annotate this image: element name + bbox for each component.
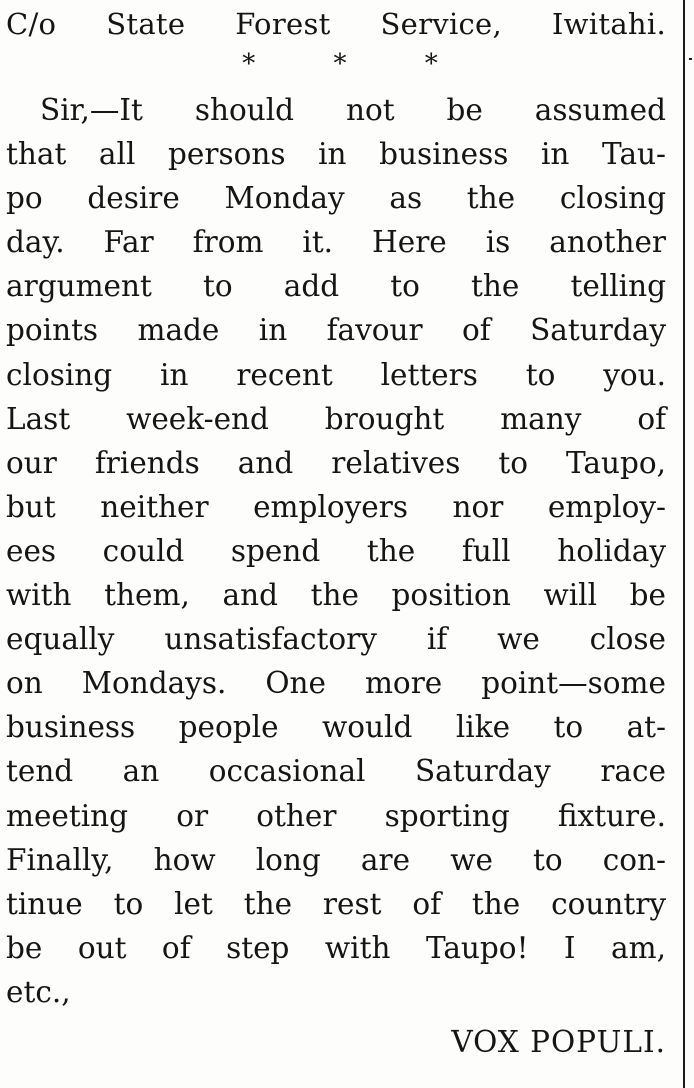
text-line: our friends and relatives to Taupo, (6, 445, 666, 480)
text-line: on Mondays. One more point—some (6, 666, 666, 701)
text-line: Sir,—It should not be assumed (40, 93, 666, 127)
section-separator: * * * (242, 49, 438, 79)
signature: VOX POPULI. (451, 1024, 666, 1059)
text-line: points made in favour of Saturday (6, 313, 666, 348)
text-line: tend an occasional Saturday race (6, 754, 666, 789)
text-line: equally unsatisfactory if we close (6, 622, 666, 657)
text-line: meeting or other sporting fixture. (6, 798, 666, 833)
text-line: tinue to let the rest of the country (6, 886, 666, 921)
text-line: that all persons in business in Tau- (6, 137, 666, 172)
text-line: closing in recent letters to you. (6, 357, 666, 392)
letter-body (6, 4, 666, 1068)
column-rule (683, 0, 685, 1088)
text-line: be out of step with Taupo! I am, (6, 930, 666, 965)
text-line: day. Far from it. Here is another (6, 225, 666, 260)
text-line: Finally, how long are we to con- (6, 842, 666, 877)
sender-address: C/o State Forest Service, Iwitahi. (6, 7, 666, 41)
text-line: po desire Monday as the closing (6, 181, 666, 216)
text-line: etc., (6, 974, 71, 1009)
text-line: Last week-end brought many of (6, 401, 666, 436)
text-line: ees could spend the full holiday (6, 533, 666, 568)
text-line: business people would like to at- (6, 710, 666, 745)
text-line: argument to add to the telling (6, 269, 666, 304)
text-line: with them, and the position will be (6, 578, 666, 613)
column-rule-mark (689, 58, 692, 60)
text-line: but neither employers nor employ- (6, 489, 666, 524)
letter-text (6, 88, 666, 1014)
